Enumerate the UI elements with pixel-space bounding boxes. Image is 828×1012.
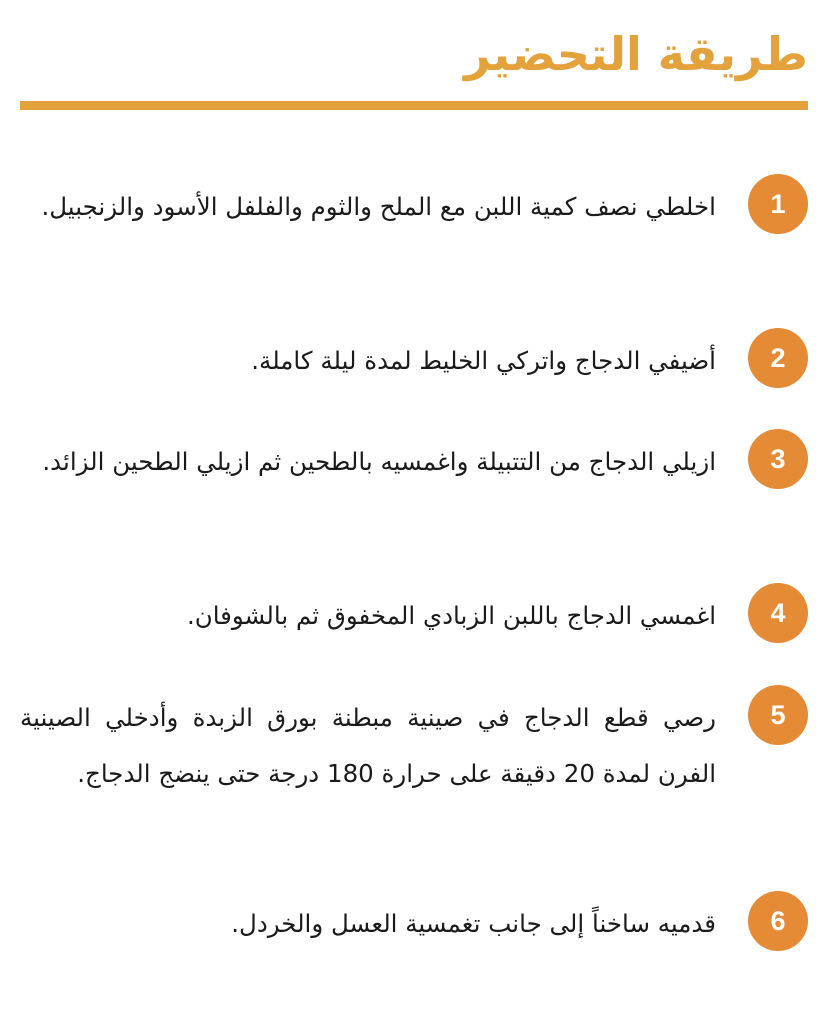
step-number-badge: 4 <box>748 583 808 643</box>
step-number-badge: 5 <box>748 685 808 745</box>
step-text: رصي قطع الدجاج في صينية مبطنة بورق الزبدة وأدخلي الصينية الفرن لمدة 20 دقيقة على حرارة 180 درجة حتى ينضج الدجاج. <box>20 703 716 788</box>
title-divider <box>20 101 808 110</box>
step-number-badge: 6 <box>748 891 808 951</box>
step-number-badge: 2 <box>748 328 808 388</box>
step-number-badge: 3 <box>748 429 808 489</box>
step-number-badge: 1 <box>748 174 808 234</box>
step-text: قدميه ساخناً إلى جانب تغمسية العسل والخردل. <box>231 909 716 938</box>
step-text: اغمسي الدجاج باللبن الزبادي المخفوق ثم بالشوفان. <box>186 601 716 630</box>
step-text: ازيلي الدجاج من التتبيلة واغمسيه بالطحين ثم ازيلي الطحين الزائد. <box>42 447 716 476</box>
step-text: أضيفي الدجاج واتركي الخليط لمدة ليلة كاملة. <box>251 346 716 375</box>
page-title: طريقة التحضير <box>464 27 808 81</box>
step-text: اخلطي نصف كمية اللبن مع الملح والثوم والفلفل الأسود والزنجبيل. <box>41 192 716 221</box>
